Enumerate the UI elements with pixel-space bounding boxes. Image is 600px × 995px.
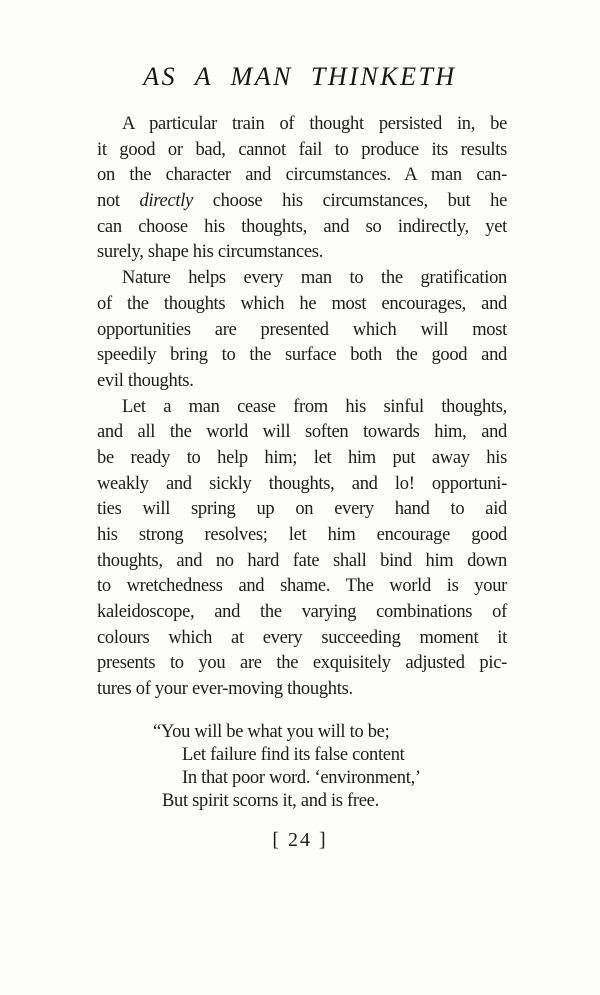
text-line (97, 189, 507, 215)
text-line: A particular train of thought persisted in, be (122, 114, 507, 134)
verse-line: Let failure find its false content (182, 745, 405, 765)
text-line: tures of your ever-moving thoughts. (97, 679, 353, 700)
text-line: colours which at every succeeding moment it (97, 627, 507, 648)
text-line: Nature helps every man to the gratification (122, 268, 507, 289)
text-line: on the character and circumstances. A man can- (97, 165, 507, 186)
page-title: AS A MAN THINKETH (143, 62, 457, 91)
italic-word: directly (139, 191, 193, 212)
body-text (97, 112, 507, 703)
text-line: surely, shape his circumstances. (97, 242, 324, 263)
text-segment: choose his circumstances, but he (212, 191, 508, 212)
text-line: it good or bad, cannot fail to produce its results (97, 139, 507, 160)
text-line: speedily bring to the surface both the good and (97, 345, 507, 366)
text-line: Let a man cease from his sinful thoughts, (122, 396, 507, 417)
text-line: kaleidoscope, and the varying combinations of (97, 602, 507, 623)
text-segment: not (97, 191, 120, 212)
text-line: and all the world will soften towards him, and (97, 422, 507, 443)
verse-quote (97, 721, 507, 814)
text-line: presents to you are the exquisitely adjusted pic- (97, 653, 507, 674)
text-line: weakly and sickly thoughts, and lo! opportuni- (97, 473, 507, 494)
text-line: evil thoughts. (97, 370, 194, 391)
verse-line: But spirit scorns it, and is free. (162, 791, 379, 812)
text-line: ties will spring up on every hand to aid (97, 499, 507, 520)
text-line: thoughts, and no hard fate shall bind him down (97, 550, 507, 571)
verse-line: “You will be what you will to be; (153, 721, 390, 742)
text-line: be ready to help him; let him put away his (97, 447, 507, 468)
page-number: [ 24 ] (272, 828, 328, 851)
verse-line: In that poor word. ‘environment,’ (182, 768, 421, 789)
text-line: can choose his thoughts, and so indirectly, yet (97, 216, 507, 237)
text-line: opportunities are presented which will most (97, 319, 507, 340)
text-line: his strong resolves; let him encourage good (97, 525, 507, 545)
text-line: of the thoughts which he most encourages, and (97, 293, 507, 314)
text-line: to wretchedness and shame. The world is your (97, 576, 507, 597)
